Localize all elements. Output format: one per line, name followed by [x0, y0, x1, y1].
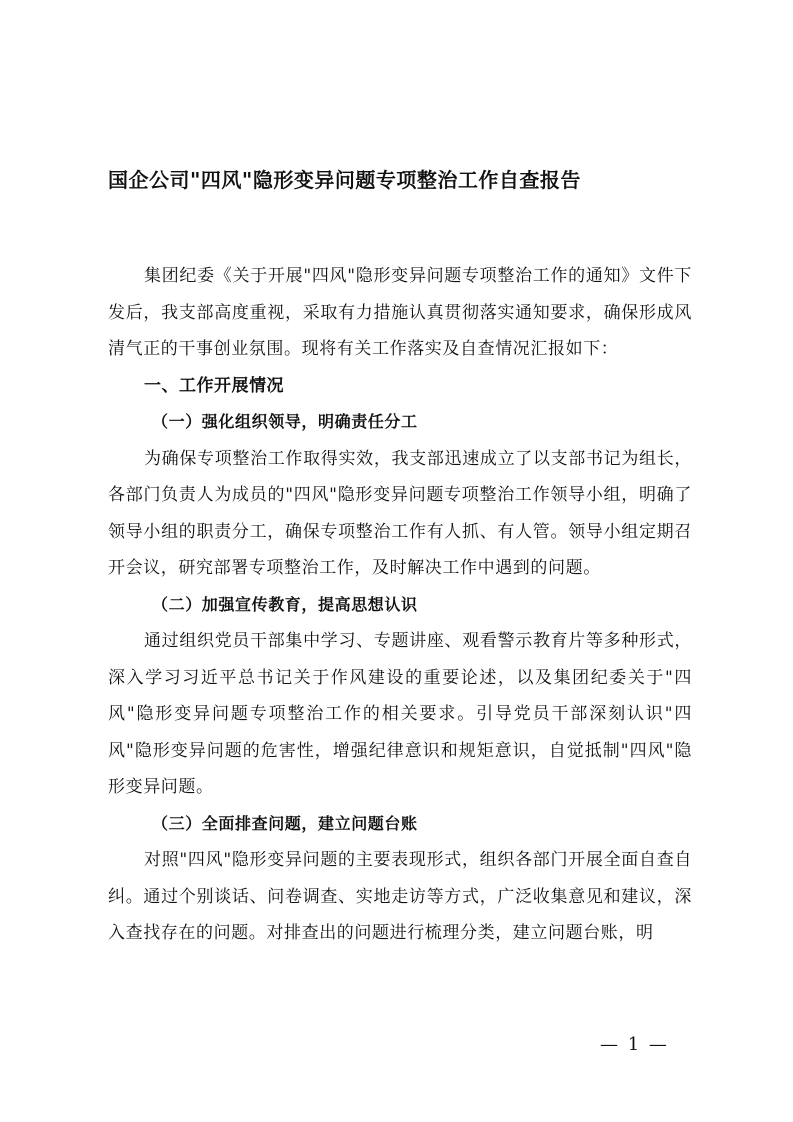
subsection-heading-organization-leadership: （一）强化组织领导，明确责任分工: [152, 412, 418, 431]
page-number: — 1 —: [600, 1034, 669, 1055]
subsection-heading-publicity-education: （二）加强宣传教育，提高思想认识: [152, 594, 418, 614]
intro-paragraph: 集团纪委《关于开展"四风"隐形变异问题专项整治工作的通知》文件下发后，我支部高度重视，采取有力措施认真贯彻落实通知要求，确保形成风清气正的干事创业氛围。现将有关工作落实及自查情况汇报如下：: [108, 266, 692, 359]
section-heading-work-progress: 一、工作开展情况: [144, 375, 284, 396]
subsection-paragraph-problem-investigation: 对照"四风"隐形变异问题的主要表现形式，组织各部门开展全面自查自纠。通过个别谈话、问卷调查、实地走访等方式，广泛收集意见和建议，深入查找存在的问题。对排查出的问题进行梳理分类，建立问题台账，明: [108, 850, 692, 943]
document-body: [108, 258, 692, 952]
subsection-paragraph-publicity-education: 通过组织党员干部集中学习、专题讲座、观看警示教育片等多种形式，深入学习习近平总书记关于作风建设的重要论述，以及集团纪委关于"四风"隐形变异问题专项整治工作的相关要求。引导党员干部深刻认识"四风"隐形变异问题的危害性，增强纪律意识和规矩意识，自觉抵制"四风"隐形变异问题。: [108, 631, 692, 797]
document-title: 国企公司"四风"隐形变异问题专项整治工作自查报告: [108, 168, 581, 192]
subsection-paragraph-organization-leadership: 为确保专项整治工作取得实效，我支部迅速成立了以支部书记为组长，各部门负责人为成员的"四风"隐形变异问题专项整治工作领导小组，明确了领导小组的职责分工，确保专项整治工作有人抓、有人管。领导小组定期召开会议，研究部署专项整治工作，及时解决工作中遇到的问题。: [108, 448, 692, 578]
subsection-heading-problem-investigation: （三）全面排查问题，建立问题台账: [152, 813, 418, 833]
